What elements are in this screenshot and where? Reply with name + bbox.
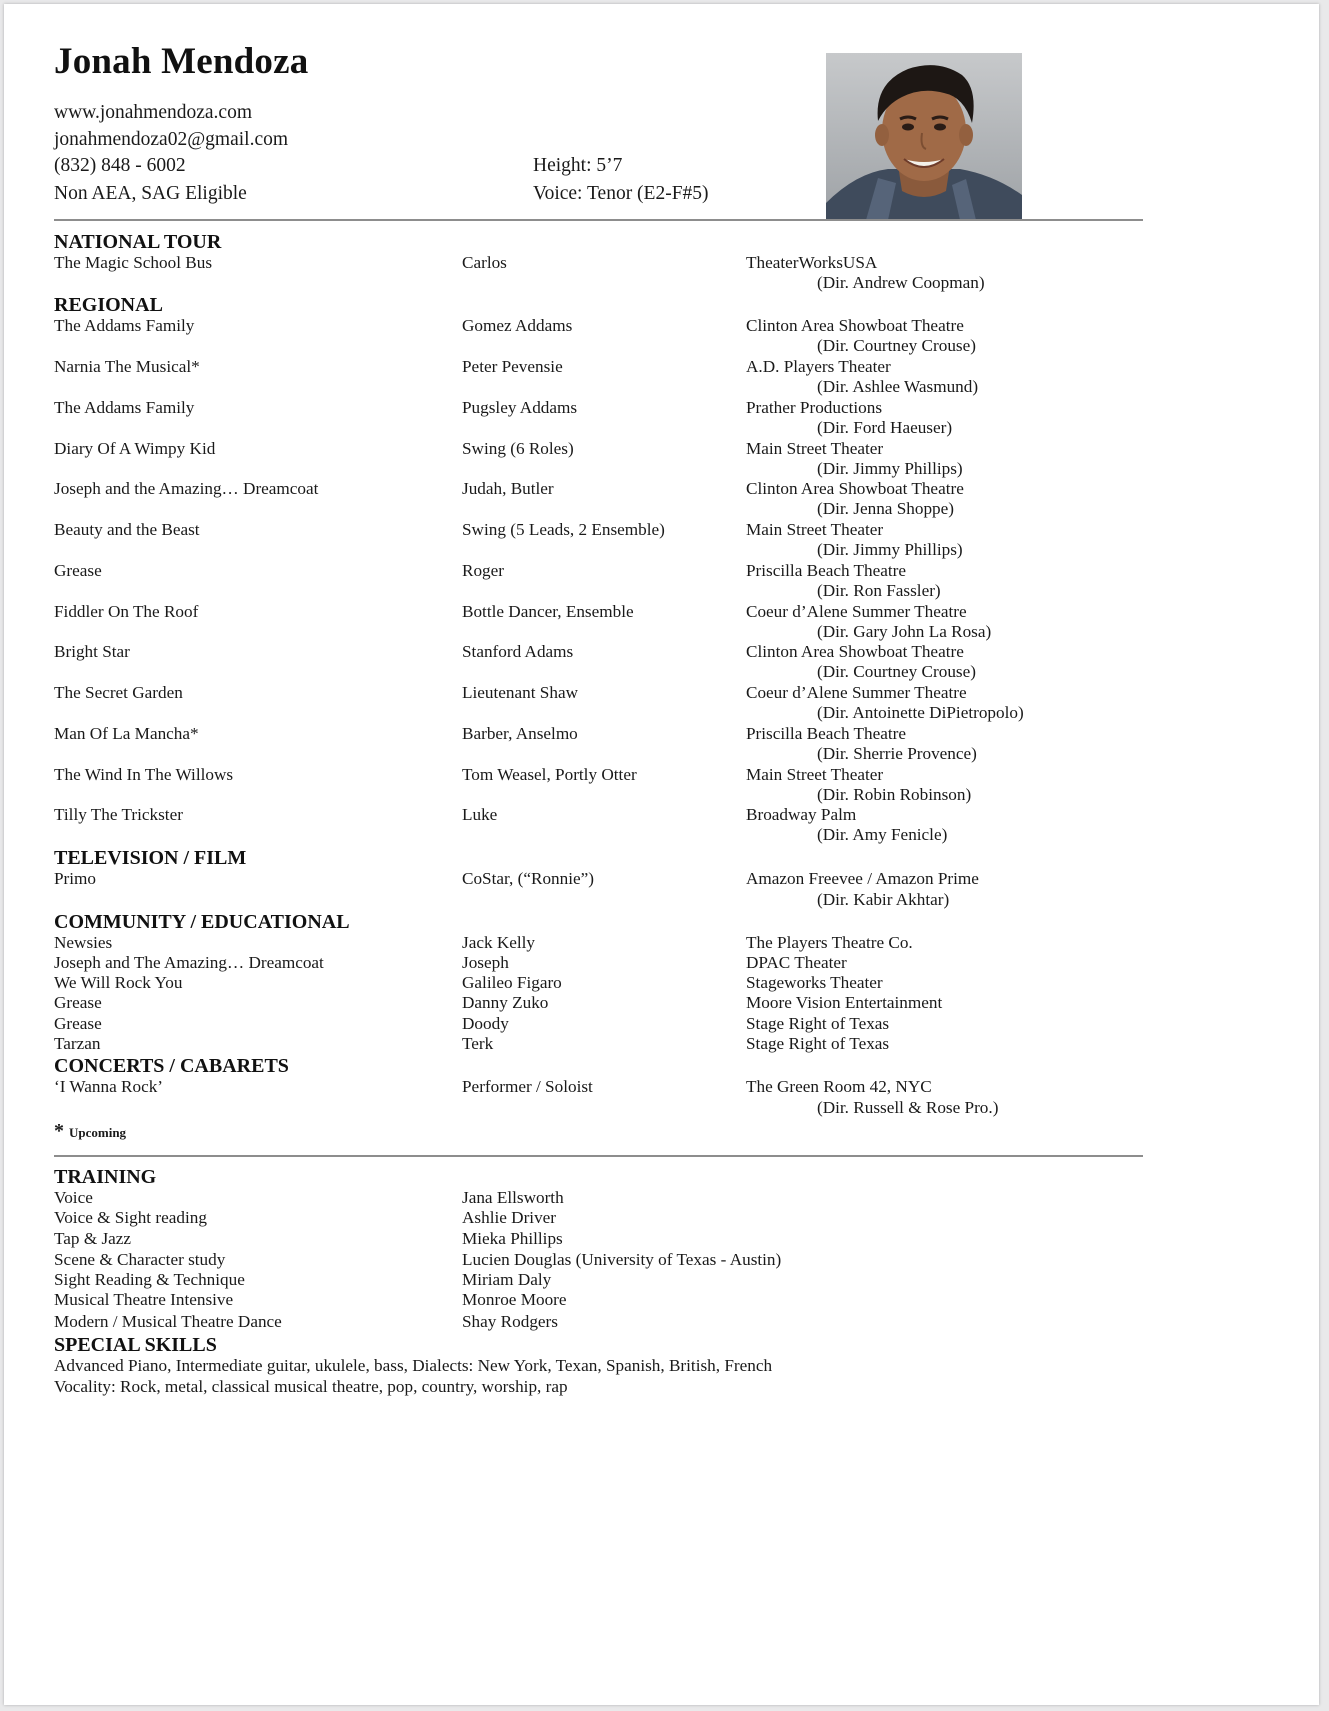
- credit-show: Bright Star: [54, 642, 130, 661]
- credit-director: (Dir. Russell & Rose Pro.): [817, 1098, 999, 1117]
- credit-row: [54, 805, 1134, 825]
- credit-director-row: [54, 744, 1134, 764]
- credit-row: [54, 253, 1134, 273]
- training-subject: Voice & Sight reading: [54, 1208, 207, 1227]
- training-row: [54, 1250, 1134, 1270]
- credit-director-row: [54, 1098, 1134, 1118]
- credit-director: (Dir. Andrew Coopman): [817, 273, 985, 292]
- credit-director-row: [54, 499, 1134, 519]
- training-subject: Voice: [54, 1188, 93, 1207]
- credit-show: Primo: [54, 869, 97, 888]
- credit-director-row: [54, 273, 1134, 293]
- credit-role: Peter Pevensie: [462, 357, 563, 376]
- training-subject: Tap & Jazz: [54, 1229, 132, 1248]
- credit-show: The Wind In The Willows: [54, 765, 234, 784]
- credit-venue: Priscilla Beach Theatre: [746, 724, 907, 743]
- credit-role: Stanford Adams: [462, 642, 574, 661]
- credit-director-row: [54, 377, 1134, 397]
- credit-role: Tom Weasel, Portly Otter: [462, 765, 637, 784]
- credit-venue: The Green Room 42, NYC: [746, 1077, 932, 1096]
- credit-show: The Magic School Bus: [54, 253, 213, 272]
- credit-row: [54, 973, 1134, 993]
- credit-row: [54, 1077, 1134, 1097]
- training-teacher: Lucien Douglas (University of Texas - Austin): [462, 1250, 782, 1269]
- credit-role: Joseph: [462, 953, 509, 972]
- credit-director: (Dir. Ron Fassler): [817, 581, 941, 600]
- credit-role: Terk: [462, 1034, 494, 1053]
- credit-director-row: [54, 890, 1134, 910]
- training-subject: Modern / Musical Theatre Dance: [54, 1312, 282, 1331]
- credit-director: (Dir. Antoinette DiPietropolo): [817, 703, 1024, 722]
- section-concerts-title: CONCERTS / CABARETS: [54, 1055, 289, 1077]
- credit-venue: Stage Right of Texas: [746, 1034, 890, 1053]
- credit-row: [54, 561, 1134, 581]
- training-divider: [54, 1155, 1143, 1157]
- actor-name: Jonah Mendoza: [54, 41, 309, 82]
- top-divider: [54, 219, 1143, 221]
- training-subject: Musical Theatre Intensive: [54, 1290, 234, 1309]
- credit-director: (Dir. Jimmy Phillips): [817, 459, 963, 478]
- training-teacher: Ashlie Driver: [462, 1208, 557, 1227]
- credit-row: [54, 765, 1134, 785]
- section-national-tour-title: NATIONAL TOUR: [54, 231, 222, 253]
- credit-role: Swing (5 Leads, 2 Ensemble): [462, 520, 665, 539]
- contact-website[interactable]: www.jonahmendoza.com: [54, 102, 253, 123]
- height: Height: 5’7: [533, 155, 623, 176]
- credit-role: Roger: [462, 561, 505, 580]
- training-row: [54, 1208, 1134, 1228]
- credit-role: Galileo Figaro: [462, 973, 562, 992]
- credit-show: The Secret Garden: [54, 683, 183, 702]
- section-community-title: COMMUNITY / EDUCATIONAL: [54, 911, 350, 933]
- credit-director: (Dir. Kabir Akhtar): [817, 890, 950, 909]
- training-teacher: Miriam Daly: [462, 1270, 552, 1289]
- credit-venue: Coeur d’Alene Summer Theatre: [746, 602, 967, 621]
- credit-director: (Dir. Gary John La Rosa): [817, 622, 992, 641]
- credit-venue: Priscilla Beach Theatre: [746, 561, 907, 580]
- credit-row: [54, 398, 1134, 418]
- credit-row: [54, 520, 1134, 540]
- training-teacher: Mieka Phillips: [462, 1229, 563, 1248]
- training-row: [54, 1188, 1134, 1208]
- credit-row: [54, 439, 1134, 459]
- credit-director-row: [54, 581, 1134, 601]
- credit-row: [54, 1014, 1134, 1034]
- credit-row: [54, 933, 1134, 953]
- training-subject: Sight Reading & Technique: [54, 1270, 245, 1289]
- credit-show: Tarzan: [54, 1034, 101, 1053]
- credit-director: (Dir. Sherrie Provence): [817, 744, 977, 763]
- training-row: [54, 1229, 1134, 1249]
- credit-role: Barber, Anselmo: [462, 724, 578, 743]
- credit-venue: DPAC Theater: [746, 953, 847, 972]
- credit-show: Tilly The Trickster: [54, 805, 183, 824]
- training-row: [54, 1312, 1134, 1332]
- credit-row: [54, 642, 1134, 662]
- credit-director: (Dir. Ford Haeuser): [817, 418, 953, 437]
- credit-show: Man Of La Mancha*: [54, 724, 199, 743]
- credit-role: CoStar, (“Ronnie”): [462, 869, 595, 888]
- credit-director: (Dir. Amy Fenicle): [817, 825, 948, 844]
- credit-venue: Broadway Palm: [746, 805, 857, 824]
- credit-director: (Dir. Courtney Crouse): [817, 662, 976, 681]
- credit-role: Swing (6 Roles): [462, 439, 574, 458]
- credit-venue: Clinton Area Showboat Theatre: [746, 479, 964, 498]
- credit-show: Beauty and the Beast: [54, 520, 200, 539]
- credit-venue: TheaterWorksUSA: [746, 253, 878, 272]
- credit-row: [54, 479, 1134, 499]
- credit-row: [54, 724, 1134, 744]
- credit-venue: Amazon Freevee / Amazon Prime: [746, 869, 979, 888]
- union-status: Non AEA, SAG Eligible: [54, 183, 247, 204]
- credit-venue: The Players Theatre Co.: [746, 933, 913, 952]
- headshot-photo: [826, 53, 1022, 220]
- credit-row: [54, 683, 1134, 703]
- credit-row: [54, 1034, 1134, 1054]
- training-teacher: Jana Ellsworth: [462, 1188, 564, 1207]
- credit-show: The Addams Family: [54, 398, 195, 417]
- credit-role: Carlos: [462, 253, 507, 272]
- section-tv-film-title: TELEVISION / FILM: [54, 847, 247, 869]
- credit-venue: A.D. Players Theater: [746, 357, 891, 376]
- credit-show: Narnia The Musical*: [54, 357, 200, 376]
- credit-director: (Dir. Ashlee Wasmund): [817, 377, 979, 396]
- credit-row: [54, 953, 1134, 973]
- credit-director-row: [54, 540, 1134, 560]
- upcoming-footnote: [54, 1120, 126, 1143]
- credit-role: Gomez Addams: [462, 316, 573, 335]
- training-teacher: Shay Rodgers: [462, 1312, 558, 1331]
- resume-page: [4, 4, 1319, 1705]
- credit-show: Joseph and the Amazing… Dreamcoat: [54, 479, 319, 498]
- credit-show: Grease: [54, 993, 102, 1012]
- credit-director: (Dir. Robin Robinson): [817, 785, 972, 804]
- upcoming-label: Upcoming: [69, 1125, 127, 1140]
- training-subject: Scene & Character study: [54, 1250, 226, 1269]
- skills-line: Vocality: Rock, metal, classical musical theatre, pop, country, worship, rap: [54, 1377, 568, 1396]
- training-row: [54, 1290, 1134, 1310]
- asterisk: *: [54, 1120, 64, 1142]
- section-training-title: TRAINING: [54, 1166, 157, 1188]
- credit-show: Newsies: [54, 933, 113, 952]
- credit-role: Danny Zuko: [462, 993, 549, 1012]
- credit-row: [54, 993, 1134, 1013]
- section-skills-title: SPECIAL SKILLS: [54, 1334, 217, 1356]
- credit-director: (Dir. Courtney Crouse): [817, 336, 976, 355]
- credit-show: Fiddler On The Roof: [54, 602, 199, 621]
- credit-director: (Dir. Jimmy Phillips): [817, 540, 963, 559]
- credit-role: Luke: [462, 805, 498, 824]
- credit-show: ‘I Wanna Rock’: [54, 1077, 164, 1096]
- credit-director-row: [54, 418, 1134, 438]
- credit-director-row: [54, 703, 1134, 723]
- credit-venue: Main Street Theater: [746, 765, 884, 784]
- training-row: [54, 1270, 1134, 1290]
- credit-venue: Main Street Theater: [746, 439, 884, 458]
- credit-show: The Addams Family: [54, 316, 195, 335]
- contact-phone: (832) 848 - 6002: [54, 155, 186, 176]
- credit-row: [54, 316, 1134, 336]
- credit-show: We Will Rock You: [54, 973, 183, 992]
- credit-role: Bottle Dancer, Ensemble: [462, 602, 634, 621]
- credit-role: Performer / Soloist: [462, 1077, 593, 1096]
- credit-role: Jack Kelly: [462, 933, 536, 952]
- credit-row: [54, 602, 1134, 622]
- credit-row: [54, 869, 1134, 889]
- credit-director-row: [54, 662, 1134, 682]
- credit-venue: Main Street Theater: [746, 520, 884, 539]
- training-teacher: Monroe Moore: [462, 1290, 567, 1309]
- credit-show: Diary Of A Wimpy Kid: [54, 439, 216, 458]
- section-regional-title: REGIONAL: [54, 294, 163, 316]
- credit-venue: Prather Productions: [746, 398, 883, 417]
- credit-venue: Stage Right of Texas: [746, 1014, 890, 1033]
- credit-venue: Stageworks Theater: [746, 973, 883, 992]
- credit-director-row: [54, 622, 1134, 642]
- credit-show: Joseph and The Amazing… Dreamcoat: [54, 953, 324, 972]
- credit-venue: Coeur d’Alene Summer Theatre: [746, 683, 967, 702]
- credit-role: Judah, Butler: [462, 479, 554, 498]
- credit-show: Grease: [54, 1014, 102, 1033]
- voice-type: Voice: Tenor (E2-F#5): [533, 183, 709, 204]
- credit-row: [54, 357, 1134, 377]
- credit-director-row: [54, 825, 1134, 845]
- credit-director-row: [54, 785, 1134, 805]
- skills-line: Advanced Piano, Intermediate guitar, ukulele, bass, Dialects: New York, Texan, Spanish, British, French: [54, 1356, 773, 1375]
- credit-venue: Moore Vision Entertainment: [746, 993, 943, 1012]
- credit-role: Pugsley Addams: [462, 398, 578, 417]
- credit-role: Lieutenant Shaw: [462, 683, 578, 702]
- credit-director-row: [54, 459, 1134, 479]
- headshot-illustration: [826, 53, 1022, 220]
- credit-venue: Clinton Area Showboat Theatre: [746, 316, 964, 335]
- credit-director: (Dir. Jenna Shoppe): [817, 499, 954, 518]
- credit-venue: Clinton Area Showboat Theatre: [746, 642, 964, 661]
- credit-show: Grease: [54, 561, 102, 580]
- contact-email[interactable]: jonahmendoza02@gmail.com: [54, 129, 289, 150]
- credit-director-row: [54, 336, 1134, 356]
- credit-role: Doody: [462, 1014, 509, 1033]
